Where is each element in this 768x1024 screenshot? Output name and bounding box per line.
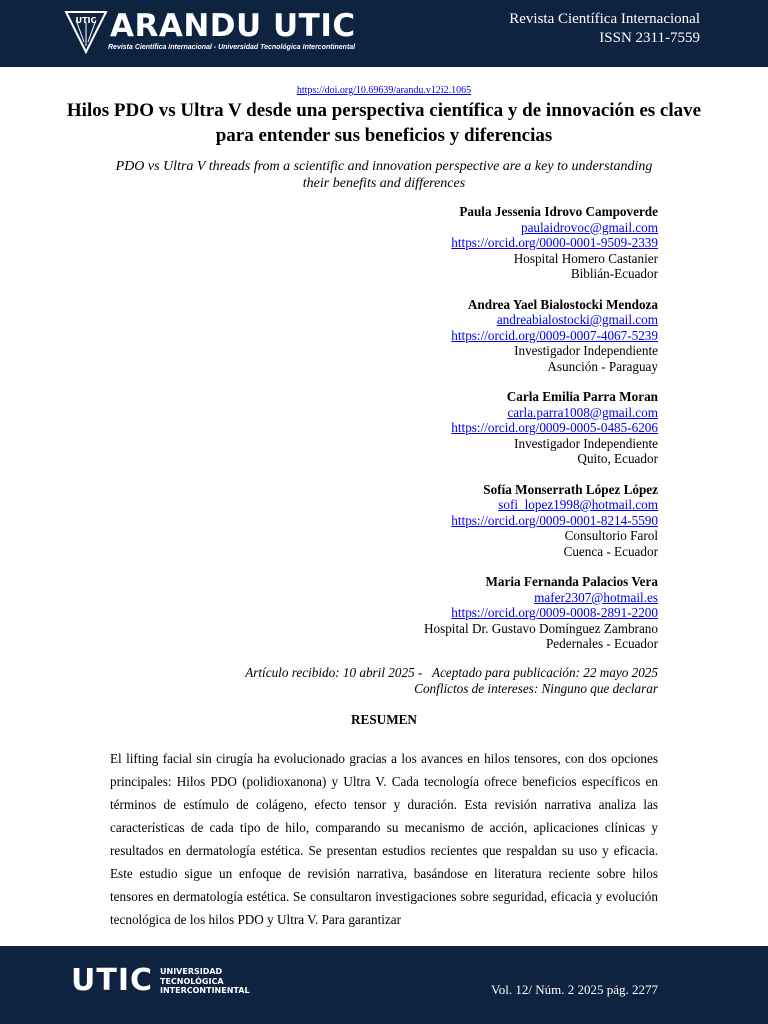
author-name: Carla Emilia Parra Moran [506,389,658,404]
journal-info [509,10,700,48]
author-orcid-link[interactable]: https://orcid.org/0009-0008-2891-2200 [451,605,658,620]
author-orcid-link[interactable]: https://orcid.org/0009-0005-0485-6206 [451,420,658,435]
footer-university-name [160,967,250,996]
author-list [424,204,658,667]
author-orcid-link[interactable]: https://orcid.org/0000-0001-9509-2339 [451,235,658,250]
footer-logo: UTIC [71,963,154,998]
author-block [424,297,658,375]
conflicts-statement: Conflictos de intereses: Ninguno que declarar [414,681,658,696]
logo-subtitle: Revista Científica Internacional - Universidad Tecnológica Intercontinental [108,44,356,51]
footer-line-2: TECNOLÓGICA [160,976,224,986]
author-affiliation: Hospital Dr. Gustavo Domínguez Zambrano [423,620,658,636]
author-name: Maria Fernanda Palacios Vera [485,574,658,589]
author-name: Paula Jessenia Idrovo Campoverde [459,204,658,219]
footer-line-1: UNIVERSIDAD [160,967,223,976]
author-email-link[interactable]: sofi_lopez1998@hotmail.com [498,497,658,512]
author-affiliation: Hospital Homero Castanier [513,250,658,266]
abstract-heading: RESUMEN [351,712,417,727]
doi [0,85,768,96]
journal-name: Revista Científica Internacional [509,11,700,27]
journal-header [0,0,768,67]
doi-link[interactable]: https://doi.org/10.69639/arandu.v12i2.1065 [296,85,472,96]
author-location: Biblián-Ecuador [570,266,658,281]
subtitle-line-1: PDO vs Ultra V threads from a scientific and innovation perspective are a key to understanding [115,159,653,174]
footer-line-3: INTERCONTINENTAL [160,986,250,995]
volume-page: Vol. 12/ Núm. 2 2025 pág. 2277 [491,982,658,997]
journal-issn: ISSN 2311-7559 [599,30,700,46]
author-location: Quito, Ecuador [577,451,658,466]
author-block [424,482,658,560]
abstract-text: El lifting facial sin cirugía ha evolucionado gracias a los avances en hilos tensores, con dos opciones principales: Hilos PDO (polidioxanona) y Ultra V. Cada tecnología ofrece beneficios específicos en términos de estímulo de colágeno, efecto tensor y duración. Esta revisión narrativa analiza las características de cada tipo de hilo, comparando su mecanismo de acción, aplicaciones clínicas y resultados en dermatología estética. Se presentan estudios recientes que respaldan su uso y eficacia. Este estudio sigue un enfoque de revisión narrativa, basándose en literatura reciente sobre hilos tensores en dermatología estética. Se consultaron investigaciones sobre seguridad, eficacia y evolución tecnológica de los hilos PDO y Ultra V. Para garantizar [110,751,658,927]
author-block [424,204,658,282]
accepted-date: Aceptado para publicación: 22 mayo 2025 [432,665,658,680]
author-email-link[interactable]: paulaidrovoc@gmail.com [520,219,658,235]
logo-emblem-icon [64,6,108,56]
journal-logo [64,6,356,62]
author-affiliation: Investigador Independiente [514,343,658,358]
author-email-link[interactable]: mafer2307@hotmail.es [534,589,658,605]
author-location: Cuenca - Ecuador [563,543,658,559]
author-block [424,574,658,652]
author-affiliation: Consultorio Farol [564,528,658,543]
received-date: Artículo recibido: 10 abril 2025 - [245,665,423,680]
author-name: Sofía Monserrath López López [483,481,658,497]
author-name: Andrea Yael Bialostocki Mendoza [467,296,658,312]
author-location: Pedernales - Ecuador [545,636,658,651]
author-email-link[interactable]: andreabialostocki@gmail.com [496,312,658,327]
logo-emblem-text: UTIC [75,16,97,25]
article-subtitle [90,158,678,192]
author-orcid-link[interactable]: https://orcid.org/0009-0001-8214-5590 [451,512,658,528]
logo-title: ARANDU UTIC [110,8,356,44]
author-affiliation: Investigador Independiente [514,435,658,451]
author-location: Asunción - Paraguay [547,358,658,374]
subtitle-line-2: their benefits and differences [302,176,466,191]
author-email-link[interactable]: carla.parra1008@gmail.com [507,404,658,420]
author-orcid-link[interactable]: https://orcid.org/0009-0007-4067-5239 [451,327,658,343]
article-title: Hilos PDO vs Ultra V desde una perspectiva científica y de innovación es clave para entender sus beneficios y diferencias [66,100,702,146]
author-block [424,389,658,467]
article-dates [245,665,658,697]
